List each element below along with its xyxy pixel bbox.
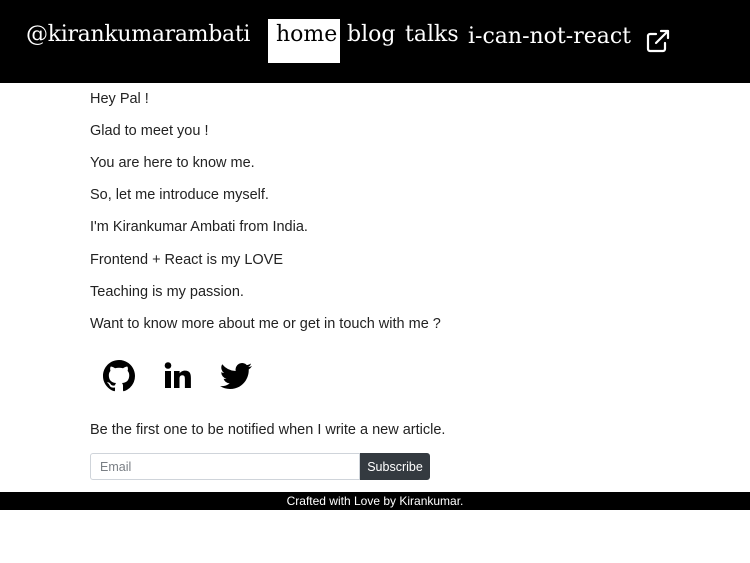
intro-line: You are here to know me. <box>90 155 255 171</box>
newsletter-text: Be the first one to be notified when I write a new article. <box>90 422 446 438</box>
nav-i-can-not-react-link[interactable]: i-can-not-react <box>468 24 632 49</box>
intro-line: I'm Kirankumar Ambati from India. <box>90 219 308 235</box>
intro-line: Teaching is my passion. <box>90 284 244 300</box>
top-navbar <box>0 0 750 83</box>
twitter-link[interactable] <box>220 360 252 392</box>
footer <box>0 492 750 510</box>
linkedin-link[interactable] <box>162 360 194 392</box>
twitter-icon <box>220 360 252 392</box>
email-input[interactable] <box>90 453 360 480</box>
nav-talks-link[interactable]: talks <box>405 22 459 47</box>
brand-link[interactable]: @kirankumarambati <box>26 22 251 47</box>
github-icon <box>103 360 135 392</box>
intro-line: So, let me introduce myself. <box>90 187 269 203</box>
intro-line: Glad to meet you ! <box>90 123 209 139</box>
github-link[interactable] <box>103 360 135 392</box>
external-link-icon[interactable] <box>645 28 671 54</box>
linkedin-icon <box>162 360 194 392</box>
intro-line: Hey Pal ! <box>90 91 149 107</box>
subscribe-button[interactable]: Subscribe <box>360 453 430 480</box>
nav-home-label: home <box>276 22 338 47</box>
intro-line: Want to know more about me or get in touch with me ? <box>90 316 441 332</box>
nav-home-link[interactable] <box>268 19 340 63</box>
footer-text: Crafted with Love by Kirankumar. <box>286 494 464 508</box>
nav-blog-link[interactable]: blog <box>347 22 396 47</box>
intro-line: Frontend + React is my LOVE <box>90 252 284 268</box>
